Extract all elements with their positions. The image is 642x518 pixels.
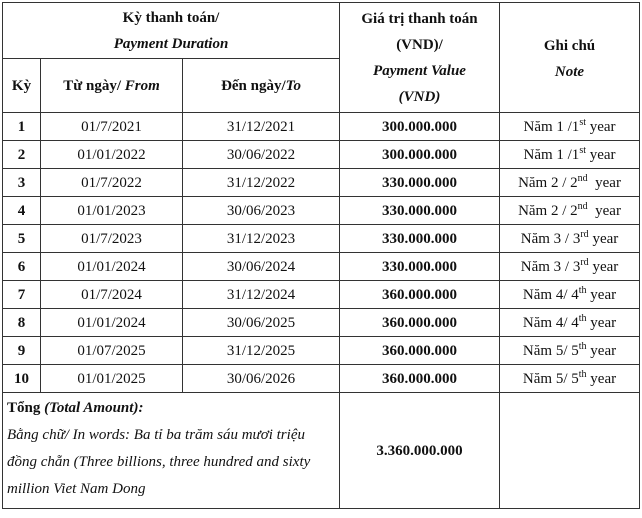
table-row xyxy=(3,225,640,253)
payment-value-header xyxy=(340,3,500,113)
note-ordinal: rd xyxy=(580,228,589,240)
payment-value: 360.000.000 xyxy=(340,281,500,309)
from-date: 01/01/2022 xyxy=(41,141,183,169)
payment-value: 300.000.000 xyxy=(340,113,500,141)
period-number: 5 xyxy=(3,225,41,253)
note-cell xyxy=(500,225,640,253)
from-date: 01/01/2023 xyxy=(41,197,183,225)
note-header xyxy=(500,3,640,113)
note-ordinal: st xyxy=(579,116,586,128)
payment-value-en: Payment Value xyxy=(373,62,466,79)
from-date: 01/7/2021 xyxy=(41,113,183,141)
payment-schedule-table xyxy=(2,2,640,509)
period-header: Kỳ xyxy=(3,59,41,113)
note-ordinal: nd xyxy=(577,172,588,184)
payment-value: 360.000.000 xyxy=(340,337,500,365)
note-text: Năm 2 / 2 xyxy=(518,174,578,191)
note-cell xyxy=(500,365,640,393)
note-text: Năm 3 / 3 xyxy=(520,258,581,275)
note-cell xyxy=(500,113,640,141)
note-cell xyxy=(500,309,640,337)
note-ordinal: nd xyxy=(577,200,588,212)
total-label-vi: Tổng xyxy=(7,400,45,416)
note-vi: Ghi chú xyxy=(543,38,596,54)
note-year: year xyxy=(588,230,619,247)
table-row xyxy=(3,281,640,309)
to-date: 30/06/2024 xyxy=(183,253,340,281)
note-ordinal: rd xyxy=(580,256,589,268)
period-number: 2 xyxy=(3,141,41,169)
to-date: 31/12/2023 xyxy=(183,225,340,253)
payment-value: 360.000.000 xyxy=(340,365,500,393)
payment-value-vi: Giá trị thanh toán xyxy=(361,10,478,27)
note-cell xyxy=(500,253,640,281)
from-header xyxy=(41,59,183,113)
payment-duration-header xyxy=(3,3,340,59)
period-number: 1 xyxy=(3,113,41,141)
note-cell xyxy=(500,197,640,225)
to-header xyxy=(183,59,340,113)
note-year: year xyxy=(586,314,617,331)
from-header-vi: Từ ngày/ xyxy=(63,77,125,94)
from-date: 01/01/2025 xyxy=(41,365,183,393)
payment-value: 300.000.000 xyxy=(340,141,500,169)
to-date: 31/12/2021 xyxy=(183,113,340,141)
to-date: 30/06/2026 xyxy=(183,365,340,393)
note-ordinal: th xyxy=(578,340,587,352)
payment-value: 330.000.000 xyxy=(340,225,500,253)
note-ordinal: th xyxy=(578,312,587,324)
period-number: 9 xyxy=(3,337,41,365)
period-number: 4 xyxy=(3,197,41,225)
table-row xyxy=(3,141,640,169)
note-text: Năm 4/ 4 xyxy=(522,314,579,331)
note-text: Năm 4/ 4 xyxy=(522,286,579,303)
note-year: year xyxy=(587,202,621,219)
total-note xyxy=(500,393,640,509)
note-cell xyxy=(500,169,640,197)
from-date: 01/7/2024 xyxy=(41,281,183,309)
to-date: 31/12/2024 xyxy=(183,281,340,309)
period-number: 3 xyxy=(3,169,41,197)
table-row xyxy=(3,197,640,225)
note-year: year xyxy=(585,118,616,135)
payment-value: 330.000.000 xyxy=(340,169,500,197)
total-words-line1: Bằng chữ/ In words: Ba tỉ ba trăm sáu mươi triệu xyxy=(7,427,305,443)
table-row xyxy=(3,113,640,141)
to-date: 31/12/2025 xyxy=(183,337,340,365)
note-text: Năm 3 / 3 xyxy=(520,230,581,247)
to-date: 30/06/2025 xyxy=(183,309,340,337)
note-en: Note xyxy=(554,64,585,80)
period-number: 8 xyxy=(3,309,41,337)
period-number: 10 xyxy=(3,365,41,393)
table-row xyxy=(3,253,640,281)
payment-value: 360.000.000 xyxy=(340,309,500,337)
from-date: 01/01/2024 xyxy=(41,309,183,337)
from-header-en: From xyxy=(124,77,160,94)
table-row xyxy=(3,309,640,337)
table-row xyxy=(3,365,640,393)
note-cell xyxy=(500,281,640,309)
to-header-en: To xyxy=(285,77,301,94)
total-words-cell xyxy=(3,393,340,509)
from-date: 01/07/2025 xyxy=(41,337,183,365)
payment-value-en-unit: (VND) xyxy=(398,88,441,105)
note-ordinal: th xyxy=(578,284,587,296)
payment-value: 330.000.000 xyxy=(340,197,500,225)
note-year: year xyxy=(587,174,621,191)
note-text: Năm 1 /1 xyxy=(523,118,580,135)
table-row xyxy=(3,169,640,197)
payment-value-unit: (VND)/ xyxy=(396,36,443,53)
to-date: 30/06/2023 xyxy=(183,197,340,225)
note-year: year xyxy=(588,258,619,275)
period-number: 6 xyxy=(3,253,41,281)
total-words-line3: million Viet Nam Dong xyxy=(7,481,146,497)
from-date: 01/7/2023 xyxy=(41,225,183,253)
payment-duration-en: Payment Duration xyxy=(113,35,229,52)
payment-value: 330.000.000 xyxy=(340,253,500,281)
total-label-en: (Total Amount): xyxy=(44,400,144,416)
note-text: Năm 5/ 5 xyxy=(522,370,579,387)
note-cell xyxy=(500,141,640,169)
to-date: 31/12/2022 xyxy=(183,169,340,197)
total-words-line2: đồng chẵn (Three billions, three hundred and sixty xyxy=(7,454,311,470)
total-amount: 3.360.000.000 xyxy=(340,393,500,509)
note-year: year xyxy=(586,286,617,303)
to-date: 30/06/2022 xyxy=(183,141,340,169)
note-year: year xyxy=(586,342,617,359)
period-number: 7 xyxy=(3,281,41,309)
to-header-vi: Đến ngày/ xyxy=(221,77,286,94)
from-date: 01/7/2022 xyxy=(41,169,183,197)
note-ordinal: th xyxy=(578,368,587,380)
from-date: 01/01/2024 xyxy=(41,253,183,281)
note-text: Năm 5/ 5 xyxy=(522,342,579,359)
schedule-rows xyxy=(3,113,640,393)
note-text: Năm 2 / 2 xyxy=(518,202,578,219)
note-cell xyxy=(500,337,640,365)
payment-duration-vi: Kỳ thanh toán/ xyxy=(122,9,220,26)
note-year: year xyxy=(586,370,617,387)
note-text: Năm 1 /1 xyxy=(523,146,580,163)
table-row xyxy=(3,337,640,365)
note-ordinal: st xyxy=(579,144,586,156)
note-year: year xyxy=(585,146,616,163)
